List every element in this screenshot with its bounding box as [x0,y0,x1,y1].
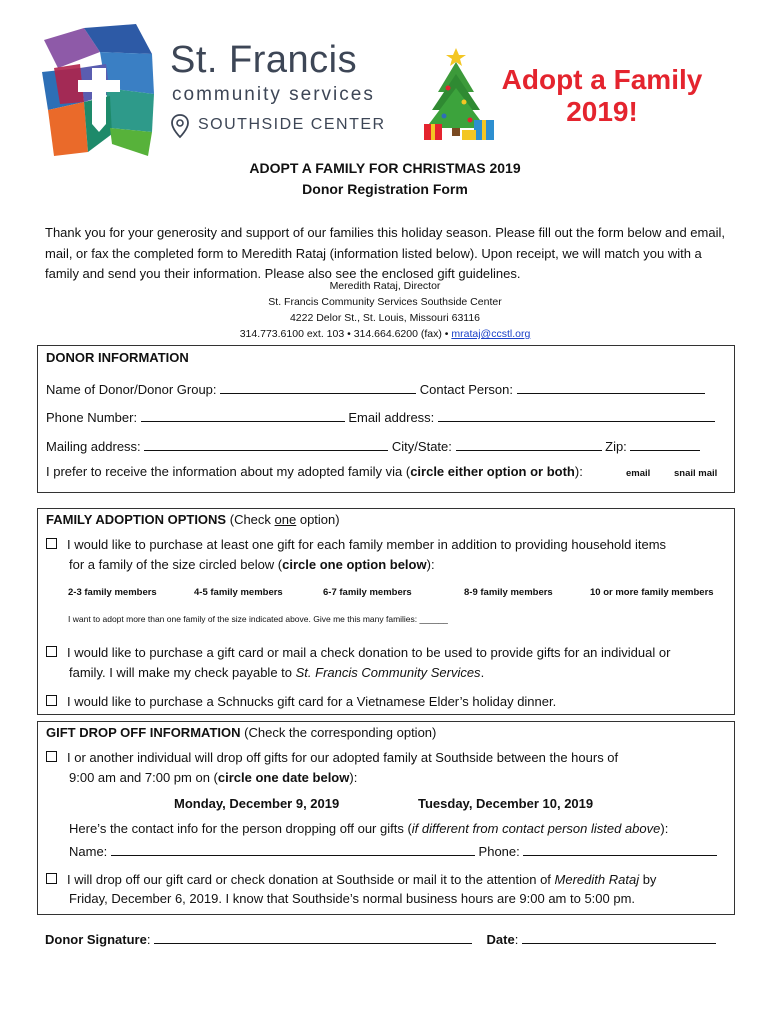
delivery-preference-row [46,464,583,479]
in-person-text-bold: circle one date below [217,770,350,785]
pref-end: ): [574,464,583,479]
dropoff-name-label: Name: [69,844,108,859]
city-state-field[interactable] [456,436,602,451]
dropoff-contact-line [69,821,668,836]
mail-text-1: I will drop off our gift card or check donation at Southside or mail it to the attention of [67,872,555,887]
donor-heading: DONOR INFORMATION [46,350,189,365]
dropoff-name-row [69,841,717,859]
email-field[interactable] [438,407,715,422]
size-option-6-7[interactable]: 6-7 family members [323,587,412,598]
adoption-option-gift-card [46,645,670,660]
option-snail-mail[interactable]: snail mail [674,468,718,479]
gift-card-line-2 [69,665,484,680]
logo-mark [40,24,160,158]
adoption-heading: FAMILY ADOPTION OPTIONS [46,512,227,527]
city-state-label: City/State: [391,439,452,454]
in-person-text-1: I or another individual will drop off gifts for our adopted family at Southside between the hours of [67,750,619,765]
contact-address: 4222 Delor St., St. Louis, Missouri 63116 [289,312,481,324]
in-person-line-2 [69,770,357,785]
dropoff-phone-label: Phone: [478,844,520,859]
contact-name: Meredith Rataj, Director [329,280,441,292]
contact-email-link[interactable]: mrataj@ccstl.org [451,328,531,340]
donor-name-label: Name of Donor/Donor Group: [46,382,217,397]
date-field[interactable] [522,929,716,944]
form-subtitle: Donor Registration Form [302,181,468,197]
dropoff-option-mail [46,872,656,887]
dropoff-phone-field[interactable] [523,841,717,856]
date-option-monday[interactable]: Monday, December 9, 2019 [174,796,340,811]
intro-paragraph: Thank you for your generosity and support of our families this holiday season. Please fill out the form below and email, mail, or fax the completed form to Meredith Rataj (information listed below). Upon receipt, we will match you with a family and send you their information. Please also see the enclosed gift guidelines. [45,225,725,281]
contact-org: St. Francis Community Services Southside Center [268,296,502,308]
in-person-text-2: 9:00 am and 7:00 pm on ( [69,770,218,785]
gifts-text-end: ): [426,557,435,572]
gifts-line-2 [69,557,435,572]
gifts-text-2: for a family of the size circled below ( [69,557,283,572]
mailing-address-label: Mailing address: [46,439,141,454]
gift-card-checkbox[interactable] [46,646,57,657]
mail-text-1-end: by [639,872,657,887]
signature-label: Donor Signature [45,932,147,947]
pref-text: I prefer to receive the information about my adopted family via ( [46,464,411,479]
size-option-2-3[interactable]: 2-3 family members [68,587,157,598]
multiple-families-text: I want to adopt more than one family of the size indicated above. Give me this many families: ______ [68,614,448,624]
signature-colon: : [146,932,151,947]
campaign-title: Adopt a Family [501,64,703,95]
adoption-heading-row [46,512,340,527]
email-label: Email address: [348,410,435,425]
schnucks-checkbox[interactable] [46,695,57,706]
donor-information-section [37,345,735,493]
mail-attention-name: Meredith Rataj [554,872,640,887]
size-option-10-plus[interactable]: 10 or more family members [590,587,714,598]
dropoff-contact-text: Here’s the contact info for the person dropping off our gifts ( [69,821,412,836]
donor-address-row [46,436,700,454]
signature-row [45,929,716,947]
phone-label: Phone Number: [46,410,138,425]
dropoff-contact-end: ): [660,821,669,836]
form-title: ADOPT A FAMILY FOR CHRISTMAS 2019 [249,160,521,176]
zip-field[interactable] [630,436,700,451]
gift-card-text-1: I would like to purchase a gift card or mail a check donation to be used to provide gifts for an individual or [67,645,671,660]
size-option-4-5[interactable]: 4-5 family members [194,587,283,598]
contact-phone-line [0,326,770,342]
option-email[interactable]: email [626,468,651,479]
dropoff-heading-rest: (Check the corresponding option) [244,725,437,740]
org-subtitle: community services [172,84,375,105]
in-person-text-end: ): [349,770,358,785]
mail-checkbox[interactable] [46,873,57,884]
gifts-checkbox[interactable] [46,538,57,549]
date-option-tuesday[interactable]: Tuesday, December 10, 2019 [418,796,594,811]
org-name: St. Francis [170,39,358,81]
mailing-address-field[interactable] [144,436,388,451]
adoption-options-section [37,508,735,715]
donor-name-row [46,379,705,397]
date-label: Date [486,932,515,947]
dropoff-contact-italic: if different from contact person listed above [411,821,661,836]
gift-card-text-end: . [480,665,485,680]
drop-off-section [37,721,735,915]
size-option-8-9[interactable]: 8-9 family members [464,587,553,598]
gift-card-text-2: family. I will make my check payable to [69,665,296,680]
donor-name-field[interactable] [220,379,416,394]
in-person-checkbox[interactable] [46,751,57,762]
campaign-year: 2019! [566,96,638,127]
contact-person-field[interactable] [517,379,705,394]
adoption-heading-underlined: one [274,512,297,527]
phone-field[interactable] [141,407,345,422]
christmas-tree-icon [418,44,498,144]
schnucks-text: I would like to purchase a Schnucks gift card for a Vietnamese Elder’s holiday dinner. [67,694,557,709]
contact-phone: 314.773.6100 ext. 103 • 314.664.6200 (fax) • [239,328,452,340]
adoption-option-schnucks [46,694,556,709]
dropoff-option-in-person [46,750,618,765]
contact-person-label: Contact Person: [419,382,513,397]
gifts-text-1: I would like to purchase at least one gift for each family member in addition to providing household items [67,537,667,552]
dropoff-name-field[interactable] [111,841,475,856]
signature-field[interactable] [154,929,472,944]
mail-text-2: Friday, December 6, 2019. I know that Southside’s normal business hours are 9:00 am to 5:00 pm. [69,891,636,906]
donor-phone-row [46,407,715,425]
gift-card-payee: St. Francis Community Services [295,665,481,680]
adoption-option-gifts [46,537,666,552]
dropoff-heading-row [46,725,436,740]
dropoff-heading: GIFT DROP OFF INFORMATION [46,725,241,740]
adoption-heading-pre: (Check [229,512,275,527]
gifts-text-bold: circle one option below [282,557,427,572]
org-location: SOUTHSIDE CENTER [198,116,386,133]
zip-label: Zip: [605,439,627,454]
adoption-heading-post: option) [296,512,340,527]
date-colon: : [514,932,519,947]
pref-bold: circle either option or both [410,464,575,479]
location-pin-icon [170,113,190,139]
